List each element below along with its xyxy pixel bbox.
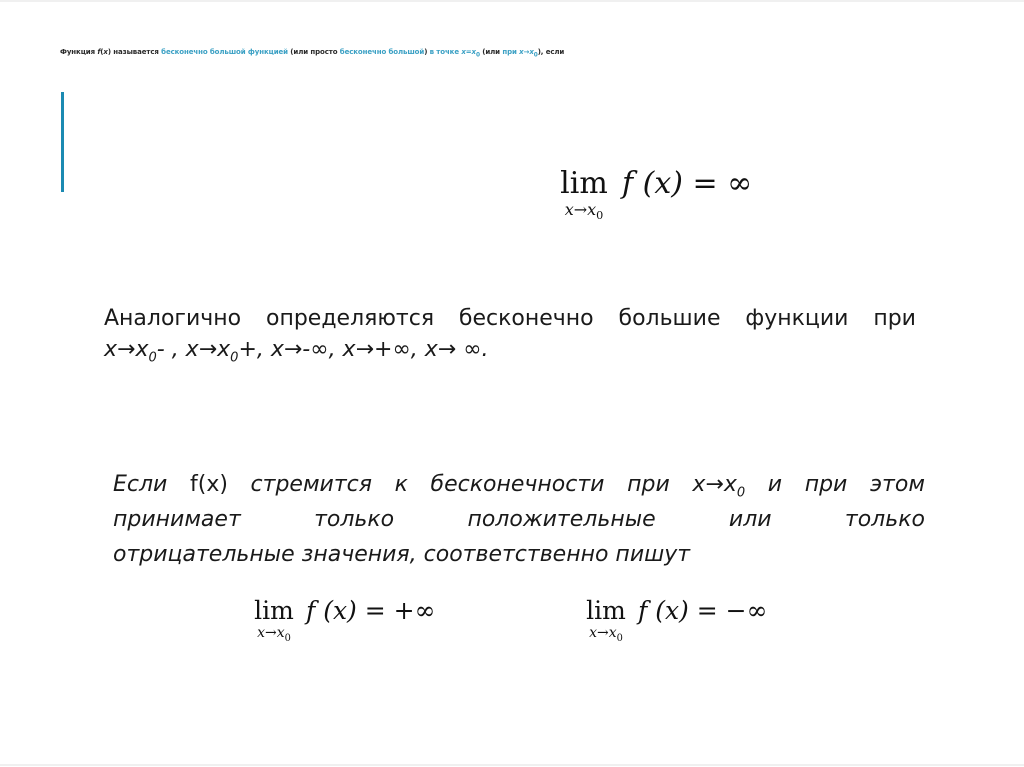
paragraph-1-line-2 [104,337,489,365]
title-text: ), если [537,48,565,56]
lim-sub-index: 0 [616,632,623,644]
slide-top-edge [0,0,1024,2]
title-text: Функция [60,48,98,56]
formula-main [556,166,776,236]
word: Аналогично [104,306,242,331]
word: стремится [250,472,372,497]
title-text: (или просто [287,48,340,56]
word: только [314,507,395,532]
title-highlight: бесконечно большой [339,48,425,56]
formula-negative [582,596,802,656]
title-highlight: = [465,48,472,56]
math-subscript: 0 [148,350,157,366]
math-text: - , x→x [156,337,231,362]
word: и [767,472,783,497]
paragraph-2-line-3: отрицательные значения, соответственно пишут [113,542,691,567]
lim-sub-index: 0 [596,209,604,223]
word: только [844,507,925,532]
lim-sub-var: x→x [257,625,285,641]
word: функции [745,306,849,331]
lim-subscript [250,626,298,646]
lim-word: lim [560,166,608,201]
title-highlight: x [461,48,466,56]
formula-expression: f (x) = −∞ [638,596,768,625]
lim-sub-var: x→x [564,200,597,219]
math-text: x→x [104,337,149,362]
math-text: x→x [692,472,737,497]
slide-bottom-edge [0,764,1024,766]
title-highlight: при [502,48,520,56]
slide-title [60,48,960,58]
word: при [804,472,848,497]
formula-expression: f (x) = +∞ [306,596,436,625]
title-highlight: 0 [475,52,480,59]
word: бесконечности [430,472,605,497]
accent-bar [61,92,64,192]
word: при [873,306,916,331]
word: этом [869,472,925,497]
word: большие [618,306,721,331]
title-highlight: x [471,48,476,56]
word: принимает [113,507,241,532]
title-text: ) называется [107,48,162,56]
title-highlight: x [529,48,534,56]
word: определяются [266,306,435,331]
lim-word: lim [254,596,294,625]
title-highlight: бесконечно большой функцией [161,48,288,56]
title-text: (или [479,48,503,56]
formula-positive [250,596,470,656]
word: к [394,472,408,497]
word: f(x) [189,472,228,497]
word-math [692,472,745,500]
title-text: x [103,48,108,56]
lim-subscript [582,626,630,646]
word: или [728,507,772,532]
formula-expression: f (x) = ∞ [622,166,753,201]
paragraph-1-line-1 [104,302,916,335]
lim-sub-index: 0 [284,632,291,644]
title-text: ) [424,48,430,56]
title-text: f [97,48,101,56]
math-subscript: 0 [230,350,239,366]
math-text: +, x→-∞, x→+∞, x→ ∞. [238,337,489,362]
word: положительные [467,507,656,532]
word: Если [113,472,168,497]
paragraph-2-line-1 [113,472,925,500]
math-subscript: 0 [736,485,746,501]
word: при [627,472,670,497]
title-highlight: в точке [429,48,462,56]
title-highlight: 0 [533,52,538,59]
title-highlight: x [519,48,524,56]
paragraph-2-line-2 [113,507,925,532]
lim-word: lim [586,596,626,625]
lim-sub-var: x→x [589,625,617,641]
word: бесконечно [458,306,594,331]
lim-subscript [556,202,612,224]
title-text: ( [100,48,104,56]
title-highlight: → [523,48,530,56]
